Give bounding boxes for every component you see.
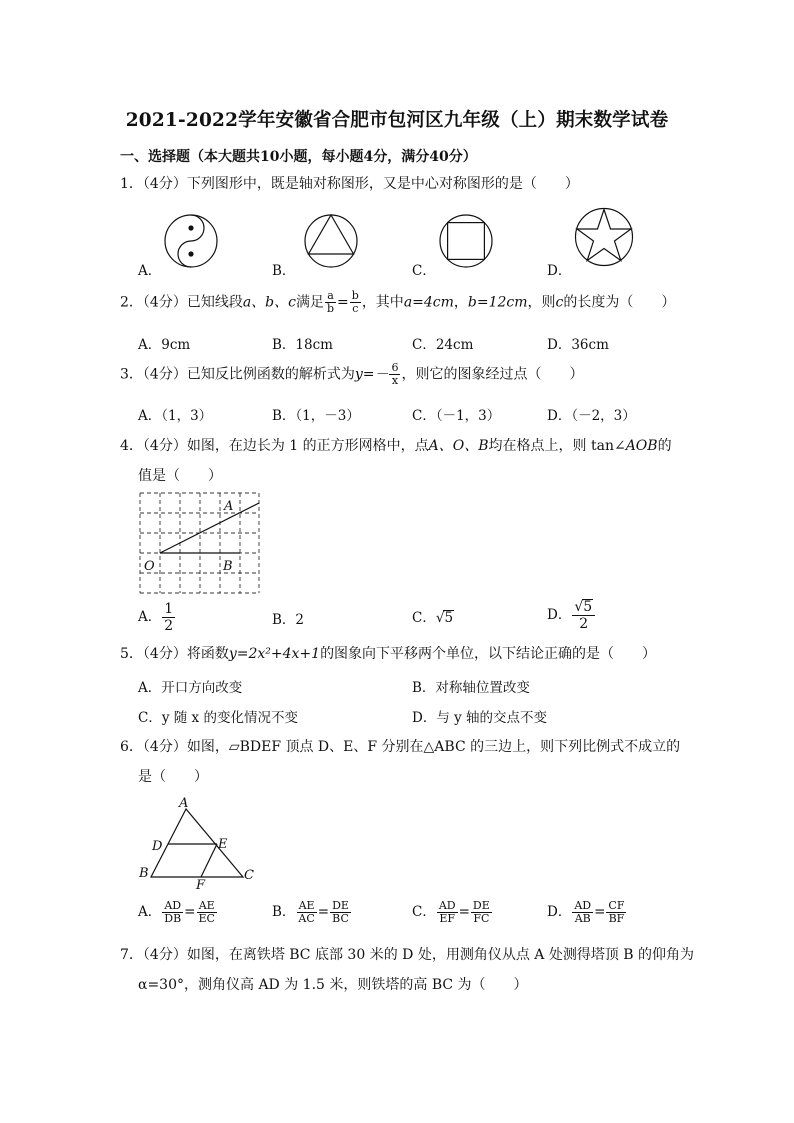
q1-option-a[interactable]: A．	[138, 263, 162, 279]
q5-post: 的图象向下平移两个单位，以下结论正确的是（ ）	[320, 646, 657, 662]
q2-mid: 满足	[295, 294, 324, 311]
q4-points: A、O、B	[428, 438, 489, 454]
circle-square-figure	[438, 213, 494, 269]
q2-pre: 2．（4分）已知线段	[120, 294, 243, 311]
q1-option-b[interactable]: B．	[272, 263, 296, 279]
tri-label-b: B	[139, 866, 149, 881]
question-4-line1	[120, 436, 672, 456]
q5-pre: 5．（4分）将函数	[120, 646, 229, 662]
q2-equals: =	[337, 294, 349, 311]
grid-label-o: O	[144, 559, 155, 574]
triangle-figure	[135, 795, 260, 893]
question-4-line2: 值是（ ）	[138, 468, 222, 484]
q4-option-d[interactable]: D． $\frac{√5}{2}$	[547, 599, 596, 632]
q2-a-value: a=4cm	[403, 294, 454, 311]
q2-option-d[interactable]: D．36cm	[547, 337, 609, 353]
q5-option-a[interactable]: A．开口方向改变	[138, 680, 243, 696]
q2-tail2: 的长度为（ ）	[563, 294, 676, 311]
q5-option-b[interactable]: B．对称轴位置改变	[412, 680, 530, 696]
q3-expr: y=－	[354, 366, 389, 383]
q3-fraction: $\frac{6}{x}$	[391, 361, 399, 387]
question-6-line2: 是（ ）	[138, 769, 208, 785]
circle-star-figure	[574, 207, 634, 267]
q3-pre: 3．（4分）已知反比例函数的解析式为	[120, 366, 355, 383]
question-5-stem	[120, 644, 656, 664]
q5-option-d[interactable]: D．与 y 轴的交点不变	[412, 710, 548, 726]
q3-option-b[interactable]: B．（1，－3）	[272, 408, 360, 424]
q4-line1b: 均在格点上，则 tan∠	[488, 438, 626, 454]
q6-option-b[interactable]: B． $\frac{AE}{AC}$ = $\frac{DE}{BC}$	[272, 899, 349, 925]
q4-angle: AOB	[625, 438, 658, 454]
question-3-stem	[120, 362, 583, 387]
q4-option-b[interactable]: B．2	[272, 612, 305, 628]
q2-tail1: ，则	[527, 294, 556, 311]
q2-c-var: c	[555, 294, 564, 311]
q2-b-value: b=12cm	[467, 294, 528, 311]
grid-label-b: B	[223, 559, 233, 574]
q4-line1c: 的	[657, 438, 672, 454]
q5-function: y=2x²+4x+1	[228, 646, 321, 662]
question-2-stem: 2．（4分）已知线段a、b、c满足 $\frac{a}{b}$ = $\frac{b}{c}$ ，其中a=4cm，b=12cm，则c的长度为（ ）	[120, 289, 676, 315]
page-title: 2021-2022学年安徽省合肥市包河区九年级（上）期末数学试卷	[125, 110, 669, 131]
tri-label-a: A	[179, 796, 189, 811]
tri-label-d: D	[152, 839, 163, 854]
q6-option-a[interactable]: A． $\frac{AD}{DB}$ = $\frac{AE}{EC}$	[138, 899, 215, 925]
q3-option-a[interactable]: A．（1，3）	[138, 408, 213, 424]
tri-label-e: E	[218, 837, 228, 852]
q6-option-d[interactable]: D． $\frac{AD}{AB}$ = $\frac{CF}{BF}$	[547, 899, 625, 925]
question-6-line1: 6．（4分）如图，▱BDEF 顶点 D、E、F 分别在△ABC 的三边上，则下列比例式不成立的	[120, 739, 681, 755]
q4-option-a[interactable]: A． $\frac{1}{2}$	[138, 601, 174, 634]
question-7-line1: 7．（4分）如图，在离铁塔 BC 底部 30 米的 D 处，用测角仪从点 A 处测得塔顶 B 的仰角为	[120, 947, 695, 963]
tri-label-c: C	[244, 868, 254, 883]
grid-label-a: A	[224, 499, 234, 514]
q2-post: ，其中	[361, 294, 404, 311]
q3-option-c[interactable]: C．（－1，3）	[412, 408, 501, 424]
q4-option-c[interactable]: C．√5	[412, 610, 454, 626]
q2-option-b[interactable]: B．18cm	[272, 337, 333, 353]
q3-post: ，则它的图象经过点（ ）	[401, 366, 584, 383]
yin-yang-figure	[163, 213, 219, 269]
q2-option-a[interactable]: A．9cm	[138, 337, 191, 353]
q4-line1-text: 4．（4分）如图，在边长为 1 的正方形网格中，点	[120, 438, 429, 454]
q1-option-d[interactable]: D．	[547, 263, 572, 279]
q3-option-d[interactable]: D．（－2，3）	[547, 408, 636, 424]
q2-option-c[interactable]: C．24cm	[412, 337, 474, 353]
q6-option-c[interactable]: C． $\frac{AD}{EF}$ = $\frac{DE}{FC}$	[412, 899, 490, 925]
question-1-stem: 1．（4分）下列图形中，既是轴对称图形，又是中心对称图形的是（ ）	[120, 176, 579, 192]
circle-triangle-figure	[303, 213, 359, 269]
q2-fraction-b-c: $\frac{b}{c}$	[351, 289, 359, 315]
section-heading: 一、选择题（本大题共10小题，每小题4分，满分40分）	[120, 149, 477, 165]
grid-figure	[139, 492, 261, 594]
q2-fraction-a-b: $\frac{a}{b}$	[326, 289, 335, 315]
question-7-line2: α=30°，测角仪高 AD 为 1.5 米，则铁塔的高 BC 为（ ）	[138, 977, 528, 993]
q2-vars: a、b、c	[242, 294, 296, 311]
tri-label-f: F	[196, 878, 206, 893]
q1-option-c[interactable]: C．	[412, 263, 436, 279]
q5-option-c[interactable]: C．y 随 x 的变化情况不变	[138, 710, 298, 726]
